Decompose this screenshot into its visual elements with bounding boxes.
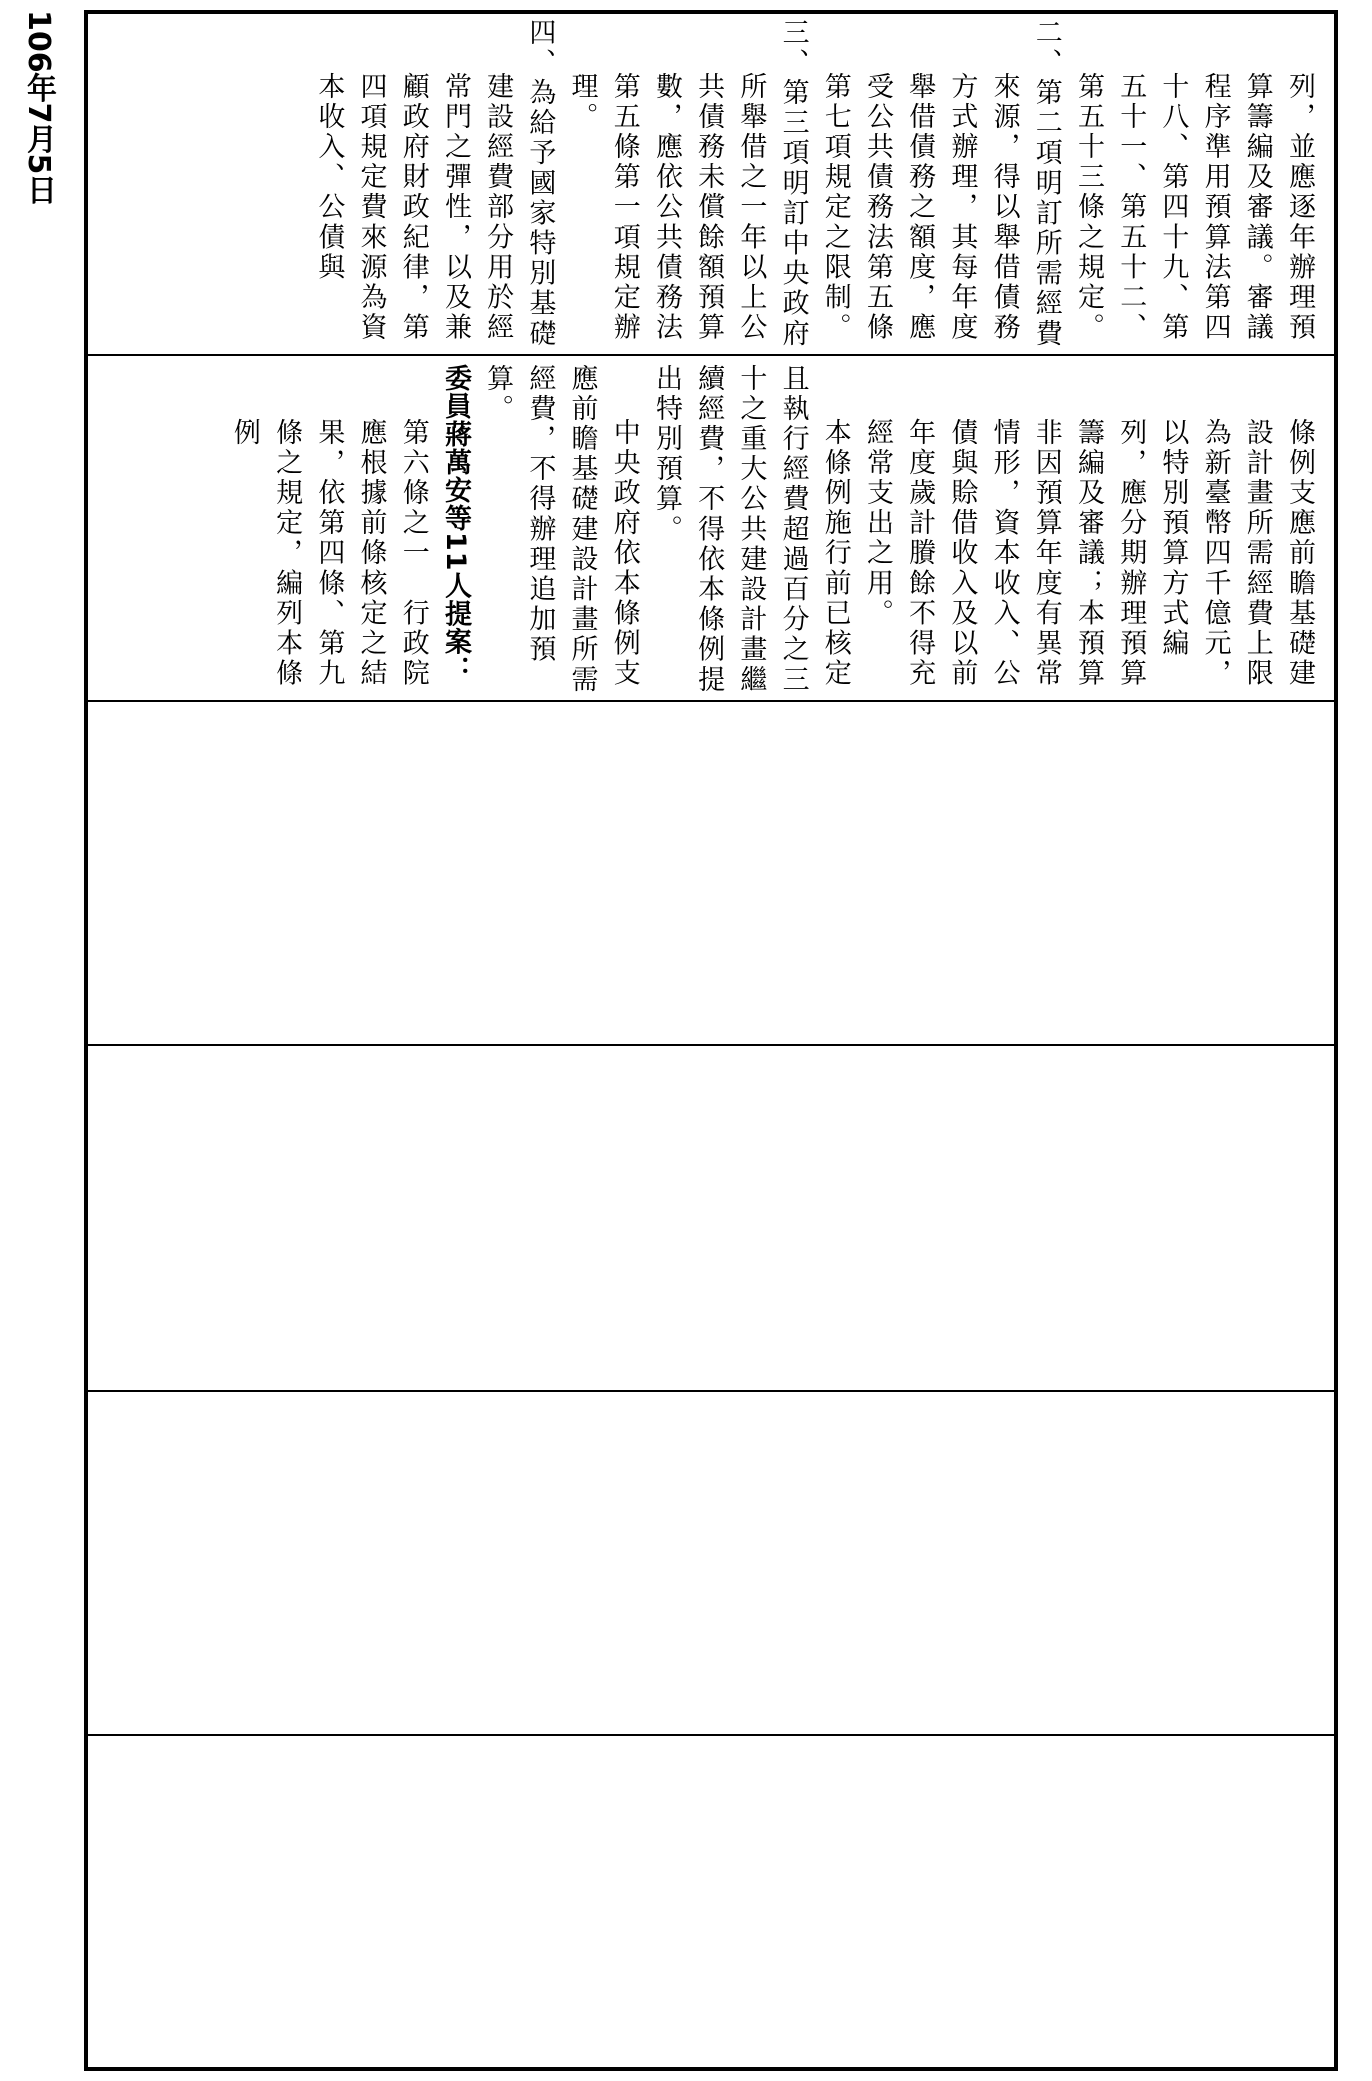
proposal-article-6-1: 第六條之一 行政院應根據前條核定之結果，依第四條、第九條之規定，編列本條例: [228, 418, 429, 689]
empty-cell: [102, 1054, 1320, 1384]
row-divider: [88, 354, 1334, 356]
proposal-column: [102, 364, 1320, 696]
row-divider: [88, 1044, 1334, 1046]
explanation-column: [102, 18, 1320, 350]
proposal-title: 委員蔣萬安等11人提案：: [439, 364, 471, 684]
table-top-border: [88, 10, 1334, 14]
row-divider: [88, 700, 1334, 702]
empty-cell: [102, 710, 1320, 1040]
bill-comparison-table: [84, 10, 1338, 2071]
row-divider: [88, 1390, 1334, 1392]
empty-cell: [102, 1744, 1320, 2064]
proposal-paragraph-3: 中央政府依本條例支應前瞻基礎建設計畫所需經費，不得辦理追加預算。: [482, 364, 640, 696]
explanation-item-2: 二、第二項明訂所需經費來源，得以舉借債務方式辦理，其每年度舉借債務之額度，應受公共債務法第五條第七項規定之限制。: [819, 18, 1062, 350]
empty-cell: [102, 1400, 1320, 1730]
page-date-header: 106年7月5日: [21, 10, 56, 205]
proposal-paragraph-1: 條例支應前瞻基礎建設計畫所需經費上限為新臺幣四千億元，以特別預算方式編列，應分期辦理預算籌編及審議；本預算非因預算年度有異常情形，資本收入、公債與賒借收入及以前年度歲計賸餘不得充經常支出之用。: [861, 418, 1315, 689]
proposal-paragraph-2: 本條例施行前已核定且執行經費超過百分之三十之重大公共建設計畫繼續經費，不得依本條例提出特別預算。: [650, 364, 851, 696]
explanation-item-3: 三、第三項明訂中央政府所舉借之一年以上公共債務未償餘額預算數，應依公共債務法第五條第一項規定辦理。: [566, 18, 809, 350]
row-divider: [88, 1734, 1334, 1736]
table-bottom-border: [88, 2067, 1334, 2071]
explanation-item-4: 四、為給予國家特別基礎建設經費部分用於經常門之彈性，以及兼顧政府財政紀律，第四項規定費來源為資本收入、公債與: [313, 18, 556, 350]
explanation-continued: 列，並應逐年辦理預算籌編及審議。審議程序準用預算法第四十八、第四十九、第五十一、第五十二、第五十三條之規定。: [1072, 72, 1315, 343]
